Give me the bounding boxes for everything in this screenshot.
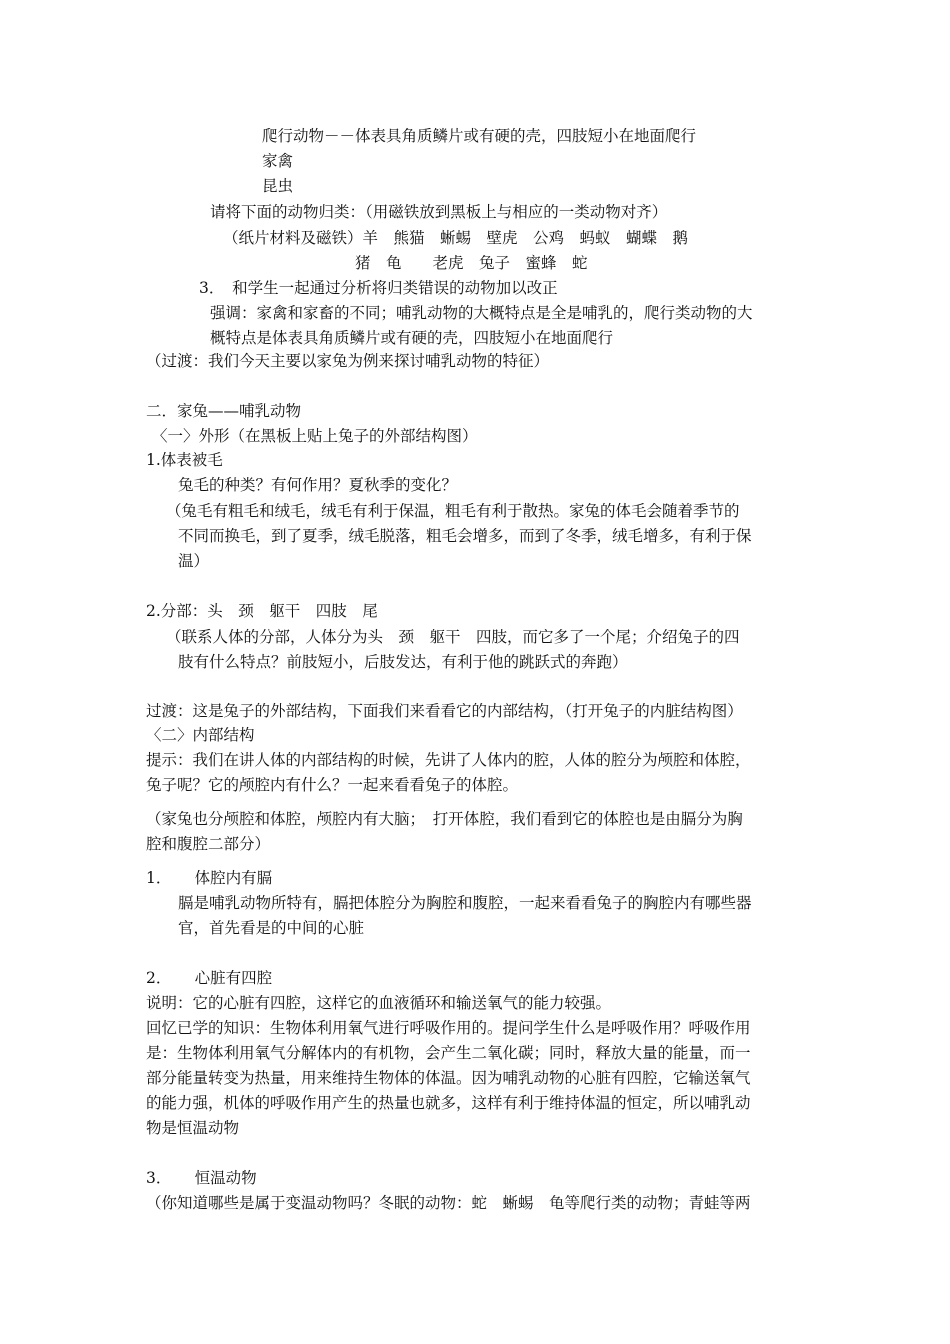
text-line: （家兔也分颅腔和体腔，颅腔内有大脑； 打开体腔，我们看到它的体腔也是由膈分为胸 — [146, 810, 743, 828]
text-line: 回忆已学的知识：生物体利用氧气进行呼吸作用的。提问学生什么是呼吸作用？呼吸作用 — [146, 1019, 751, 1037]
text-line: （纸片材料及磁铁）羊 熊猫 蜥蜴 壁虎 公鸡 蚂蚁 蝴蝶 鹅 — [223, 229, 689, 247]
text-line: 3． 和学生一起通过分析将归类错误的动物加以改正 — [199, 279, 558, 297]
text-line: 官，首先看是的中间的心脏 — [178, 919, 365, 937]
text-line: 猪 龟 老虎 兔子 蜜蜂 蛇 — [355, 254, 588, 272]
text-line: 提示：我们在讲人体的内部结构的时候，先讲了人体内的腔，人体的腔分为颅腔和体腔， — [146, 751, 751, 769]
text-line: （过渡：我们今天主要以家兔为例来探讨哺乳动物的特征） — [146, 352, 550, 370]
text-line: （联系人体的分部，人体分为头 颈 躯干 四肢，而它多了一个尾；介绍兔子的四 — [166, 628, 740, 646]
subsection-heading: 〈一〉外形（在黑板上贴上兔子的外部结构图） — [152, 427, 478, 445]
text-line: 是：生物体利用氧气分解体内的有机物，会产生二氧化碳；同时，释放大量的能量，而一 — [146, 1044, 751, 1062]
text-line: 爬行动物－－体表具角质鳞片或有硬的壳，四肢短小在地面爬行 — [262, 127, 697, 145]
section-heading: 二．家兔——哺乳动物 — [146, 402, 302, 420]
text-line: 的能力强，机体的呼吸作用产生的热量也就多，这样有利于维持体温的恒定，所以哺乳动 — [146, 1094, 751, 1112]
subsection-heading: 〈二〉内部结构 — [146, 726, 255, 744]
text-line: 2． 心脏有四腔 — [146, 969, 273, 987]
text-line: 兔毛的种类？有何作用？夏秋季的变化？ — [178, 476, 458, 494]
text-line: 兔子呢？它的颅腔内有什么？一起来看看兔子的体腔。 — [146, 776, 519, 794]
text-line: 膈是哺乳动物所特有，膈把体腔分为胸腔和腹腔，一起来看看兔子的胸腔内有哪些器 — [178, 894, 752, 912]
text-line: 2.分部：头 颈 躯干 四肢 尾 — [146, 602, 378, 620]
text-line: 不同而换毛，到了夏季，绒毛脱落，粗毛会增多，而到了冬季，绒毛增多，有利于保 — [178, 527, 752, 545]
text-line: 家禽 — [262, 152, 294, 170]
text-line: 请将下面的动物归类：（用磁铁放到黑板上与相应的一类动物对齐） — [210, 203, 668, 221]
text-line: 物是恒温动物 — [146, 1119, 240, 1137]
text-line: 概特点是体表具角质鳞片或有硬的壳，四肢短小在地面爬行 — [210, 329, 614, 347]
text-line: 部分能量转变为热量，用来维持生物体的体温。因为哺乳动物的心脏有四腔，它输送氧气 — [146, 1069, 751, 1087]
text-line: 1.体表被毛 — [146, 451, 223, 469]
text-line: 肢有什么特点？前肢短小，后肢发达，有利于他的跳跃式的奔跑） — [178, 653, 628, 671]
text-line: 温） — [178, 552, 210, 570]
text-line: 3． 恒温动物 — [146, 1169, 257, 1187]
text-line: （你知道哪些是属于变温动物吗？冬眠的动物：蛇 蜥蜴 龟等爬行类的动物；青蛙等两 — [146, 1194, 751, 1212]
text-line: 强调：家禽和家畜的不同；哺乳动物的大概特点是全是哺乳的，爬行类动物的大 — [210, 304, 753, 322]
text-line: 昆虫 — [262, 177, 294, 195]
text-line: 1． 体腔内有膈 — [146, 869, 273, 887]
text-line: （兔毛有粗毛和绒毛，绒毛有利于保温，粗毛有利于散热。家兔的体毛会随着季节的 — [166, 502, 740, 520]
text-line: 腔和腹腔二部分） — [146, 835, 271, 853]
text-line: 说明：它的心脏有四腔，这样它的血液循环和输送氧气的能力较强。 — [146, 994, 612, 1012]
text-line: 过渡：这是兔子的外部结构，下面我们来看看它的内部结构，（打开兔子的内脏结构图） — [146, 702, 743, 720]
